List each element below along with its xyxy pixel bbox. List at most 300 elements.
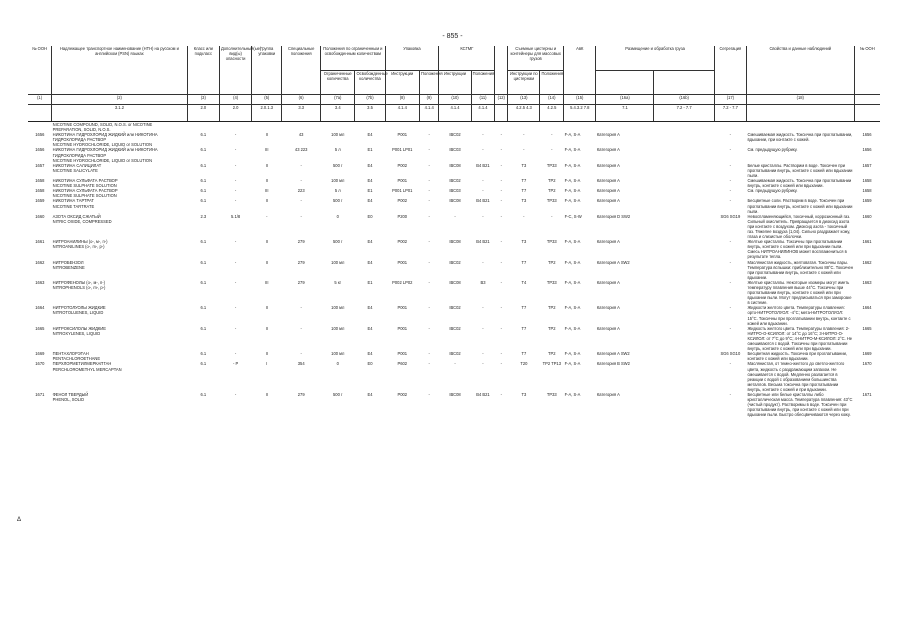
row-ibc-prov: B4 B21 xyxy=(476,198,490,204)
row-pack-instr: P200 xyxy=(397,213,408,219)
table-row xyxy=(28,198,880,213)
row-eq: E4 xyxy=(367,325,373,331)
column-number-1: (2) xyxy=(52,95,188,105)
row-handling xyxy=(654,361,714,392)
row-col12: - xyxy=(500,188,502,194)
table-row xyxy=(28,239,880,259)
row-pack-instr: P002 xyxy=(397,198,408,204)
row-ems: F-C, S-W xyxy=(564,213,582,219)
row-class: 6.1 xyxy=(200,147,207,153)
row-properties: Бесцветные или белые кристаллы либо кристаллическая масса. Температура плавления: 43°C (чистый продукт). Растворимы в воде. Токсичен при проглатывании внутрь, при контакте с кожей или при вдыхании пыли. Быстро обесцвечиваются через кожу. xyxy=(747,391,853,418)
row-subsidiary: - xyxy=(234,178,237,184)
row-ems: F-A, S-A xyxy=(564,325,581,331)
row-tank-instr: - xyxy=(523,132,525,138)
row-subsidiary: - xyxy=(234,188,237,194)
row-pack-prov: - xyxy=(428,361,430,367)
column-number-16: (16a) xyxy=(596,95,654,105)
row-stowage: Категория A xyxy=(596,147,620,153)
row-un: 1656 xyxy=(35,132,45,138)
row-lq: 0 xyxy=(336,361,339,367)
row-eq: E4 xyxy=(367,162,373,168)
row-tank-prov: TP2 xyxy=(548,259,556,265)
row-eq: E4 xyxy=(367,198,373,204)
row-tank-prov: TP33 xyxy=(546,279,557,285)
table-row xyxy=(28,392,880,417)
page-number: - 855 - xyxy=(442,33,463,40)
row-stowage: Категория A SW2 xyxy=(596,351,630,357)
row-class: 6.1 xyxy=(200,132,207,138)
row-ibc-instr: - xyxy=(454,213,456,219)
column-number-10: (10) xyxy=(439,95,471,105)
row-un: 1661 xyxy=(35,239,45,245)
row-sp: - xyxy=(300,325,302,331)
row-ibc-instr: IBC03 xyxy=(449,188,461,194)
column-number-3: (4) xyxy=(219,95,251,105)
row-col12: - xyxy=(500,132,502,138)
row-ibc-instr: - xyxy=(454,361,456,367)
row-un-right: 1661 xyxy=(862,239,872,245)
column-number-15: (15) xyxy=(564,95,596,105)
row-name-ru: НИТРОТОЛУОЛЫ ЖИДКИЕ xyxy=(52,305,106,311)
row-un: 1664 xyxy=(35,305,45,311)
row-name xyxy=(52,305,188,325)
row-un-right: 1665 xyxy=(862,325,872,331)
row-un-right: 1658 xyxy=(862,188,872,194)
row-name-en: NICOTINE SALICYLATE xyxy=(52,167,98,173)
row-subsidiary: - xyxy=(234,279,237,285)
column-number-17: (16b) xyxy=(654,95,714,105)
row-ibc-prov: - xyxy=(482,351,484,357)
row-col12: - xyxy=(500,147,502,153)
row-class: 6.1 xyxy=(200,351,207,357)
row-subsidiary: - xyxy=(234,132,237,138)
row-tank-instr: T7 xyxy=(521,325,527,331)
column-number-9: (9) xyxy=(420,95,439,105)
column-reference-3: 2.0 xyxy=(219,105,251,122)
row-sp: - xyxy=(300,305,302,311)
row-subsidiary: - xyxy=(234,391,237,397)
row-lq: 100 мл xyxy=(331,325,345,331)
row-un: 1658 xyxy=(35,188,45,194)
row-subsidiary: - xyxy=(234,325,237,331)
column-number-row xyxy=(28,95,880,105)
row-subsidiary: - xyxy=(234,147,237,153)
row-pg: II xyxy=(265,162,268,168)
header-ibc-prov: Положения xyxy=(471,71,495,95)
row-col12: - xyxy=(500,259,502,265)
row-stowage: Категория A xyxy=(596,178,620,184)
row-ibc-instr: IBC02 xyxy=(449,351,461,357)
row-segregation: SG6 SG10 xyxy=(720,351,741,357)
row-segregation: - xyxy=(729,279,732,285)
row-subsidiary: - xyxy=(234,162,237,168)
row-sp: - xyxy=(300,213,302,219)
row-properties: Бесцветная жидкость. Токсична при проглатывании, контакте с кожей или вдыхании. xyxy=(747,351,848,362)
row-class: 6.1 xyxy=(200,188,207,194)
row-un: 1669 xyxy=(35,351,45,357)
row-pg: II xyxy=(265,239,268,245)
row-sp: 279 xyxy=(297,259,305,265)
row-un-right: 1664 xyxy=(862,305,872,311)
row-ems: F-A, S-A xyxy=(564,198,581,204)
row-tank-prov: TP2 xyxy=(548,325,556,331)
row-tank-instr: T3 xyxy=(521,162,527,168)
column-number-5: (6) xyxy=(282,95,321,105)
row-subsidiary: - xyxy=(234,259,237,265)
row-properties: Жидкость желтого цвета. Температуры плавления: 2-НИТРО-О-КСИЛОЛ: от 14°C до 16°C; 3-НИТРО-О-КСИЛОЛ: от 7°C до 9°C; 4-НИТРО-М-КСИЛОЛ: 2°C. Не смешиваются с водой. Токсичны при проглатывании внутрь, контакте с кожей или при вдыхании. xyxy=(747,325,853,352)
row-pg: II xyxy=(265,259,268,265)
row-properties: Желтые кристаллы. Токсичны при проглатывании внутрь, контакте с кожей или при вдыхании пыли. Смесь НИТРОАНИЛИНОВ может воспламениться в результате тепла. xyxy=(747,239,847,260)
row-segregation: - xyxy=(729,178,732,184)
row-handling xyxy=(654,132,714,147)
row-ibc-instr: IBC03 xyxy=(449,147,461,153)
row-name-ru: НИКОТИНА САЛИЦИЛАТ xyxy=(52,162,102,168)
row-ems: F-A, S-A xyxy=(564,239,581,245)
row-tank-prov: - xyxy=(551,147,553,153)
row-stowage: Категория A xyxy=(596,391,620,397)
row-pack-prov: - xyxy=(428,178,430,184)
column-number-13: (13) xyxy=(508,95,540,105)
header-properties: Свойства и данные наблюдений xyxy=(746,46,854,95)
row-pack-instr: P602 xyxy=(397,361,408,367)
row-tank-prov: TP2 TP13 xyxy=(542,361,561,367)
row-ibc-prov: - xyxy=(482,188,484,194)
row-name xyxy=(52,198,188,213)
table-row xyxy=(28,260,880,280)
row-eq: E1 xyxy=(367,188,373,194)
row-eq: E0 xyxy=(367,361,373,367)
column-reference-14: 4.2.5 xyxy=(540,105,564,122)
column-number-19: (18) xyxy=(746,95,854,105)
row-ibc-prov: - xyxy=(482,132,484,138)
row-tank-instr: T7 xyxy=(521,188,527,194)
row-un: 1665 xyxy=(35,325,45,331)
row-name-en: NICOTINE SULPHATE SOLUTION xyxy=(52,183,117,189)
header-packing: Упаковка xyxy=(385,46,439,71)
row-pg: II xyxy=(265,325,268,331)
column-number-11: (11) xyxy=(471,95,495,105)
row-properties: Бесцветные соли. Растворим в воде. Токсичен при проглатывании внутрь, контакте с кожей или вдыхании пыли. xyxy=(747,198,853,214)
row-un-right: 1662 xyxy=(862,259,872,265)
row-ibc-prov: B4 B21 xyxy=(476,162,490,168)
row-tank-prov: TP33 xyxy=(546,162,557,168)
row-pg: II xyxy=(265,198,268,204)
table-row xyxy=(28,326,880,351)
row-segregation: - xyxy=(729,259,732,265)
row-properties: Маслянистая, от темно-желтого до светло-желтого цвета, жидкость с раздражающим запахом. Не смешивается с водой. Медленно разлагается в реакции с водой с образованием большинства металлов. Весьма токсична при проглатывании внутрь, контакте с кожей и при вдыхании. xyxy=(747,361,845,392)
row-un-right: 1669 xyxy=(862,351,872,357)
row-eq: E4 xyxy=(367,351,373,357)
row-un-right: 1660 xyxy=(862,213,872,219)
row-eq: E0 xyxy=(367,213,373,219)
column-number-7: (7b) xyxy=(355,95,385,105)
row-sp: - xyxy=(300,198,302,204)
column-reference-1: 3.1.2 xyxy=(52,105,188,122)
row-name xyxy=(52,260,188,280)
header-sp: Специальные положения xyxy=(282,46,321,95)
row-ibc-prov: - xyxy=(482,147,484,153)
row-handling xyxy=(654,178,714,188)
column-reference-4: 2.0.1.3 xyxy=(252,105,282,122)
row-lq: 5 л xyxy=(334,147,341,153)
header-lq: Ограниченные количества xyxy=(321,71,355,95)
row-ibc-prov: - xyxy=(482,305,484,311)
row-tank-prov: TP33 xyxy=(546,198,557,204)
column-reference-9: 4.1.4 xyxy=(420,105,439,122)
row-tank-prov: TP2 xyxy=(548,351,556,357)
row-ibc-instr: IBC02 xyxy=(449,325,461,331)
row-segregation: - xyxy=(729,391,732,397)
row-sp: 223 xyxy=(297,188,305,194)
header-stow-a xyxy=(596,71,654,95)
row-stowage: Категория A xyxy=(596,279,620,285)
column-reference-2: 2.0 xyxy=(187,105,219,122)
row-sp: 279 xyxy=(297,279,305,285)
column-reference-7: 3.5 xyxy=(355,105,385,122)
row-pack-instr: P001 xyxy=(397,351,408,357)
row-subsidiary: - xyxy=(234,351,237,357)
row-name xyxy=(52,361,188,392)
row-handling xyxy=(654,214,714,239)
row-pack-prov: - xyxy=(428,132,430,138)
row-subsidiary: 5.1/8 xyxy=(231,213,241,219)
row-col12: - xyxy=(500,239,502,245)
row-name-ru: НИКОТИНА ГИДРОХЛОРИД ЖИДКИЙ или НИКОТИНА ГИДРОХЛОРИДА РАСТВОР xyxy=(52,147,158,158)
row-name-en: NITROTOLUENES, LIQUID xyxy=(52,310,104,316)
row-class: 6.1 xyxy=(200,162,207,168)
row-pack-instr: P002 LP02 xyxy=(392,279,413,285)
row-pg: II xyxy=(265,132,268,138)
row-name xyxy=(52,163,188,178)
row-lq: 100 мл xyxy=(331,259,345,265)
row-pack-instr: P001 xyxy=(397,325,408,331)
row-un: 1657 xyxy=(35,162,45,168)
row-tank-prov: TP33 xyxy=(546,391,557,397)
row-tank-instr: T3 xyxy=(521,391,527,397)
row-ibc-instr: IBC08 xyxy=(449,391,461,397)
row-subsidiary: - xyxy=(234,239,237,245)
row-pack-prov: - xyxy=(428,259,430,265)
row-pack-prov: - xyxy=(428,279,430,285)
row-name xyxy=(52,351,188,361)
row-ibc-prov: B4 B21 xyxy=(476,391,490,397)
row-name xyxy=(52,178,188,188)
row-pack-prov: - xyxy=(428,213,430,219)
row-pg: III xyxy=(265,147,269,153)
header-class: Класс или подкласс xyxy=(187,46,219,95)
row-stowage: Категория A xyxy=(596,198,620,204)
row-lq: 100 мл xyxy=(331,132,345,138)
column-number-8: (8) xyxy=(385,95,419,105)
row-sp: 279 xyxy=(297,239,305,245)
row-handling xyxy=(654,198,714,213)
row-un-right: 1657 xyxy=(862,162,872,168)
row-pack-prov: - xyxy=(428,162,430,168)
row-pack-instr: P001 xyxy=(397,259,408,265)
row-ibc-instr: IBC08 xyxy=(449,198,461,204)
row-un: 1658 xyxy=(35,178,45,184)
row-pg: III xyxy=(265,279,269,285)
row-class: 2.3 xyxy=(200,213,207,219)
row-subsidiary: - xyxy=(234,305,237,311)
row-handling xyxy=(654,260,714,280)
row-properties: См. предыдущую рубрику. xyxy=(747,147,798,153)
row-un: 1662 xyxy=(35,259,45,265)
row-stowage: Категория B SW2 xyxy=(596,361,630,367)
row-ibc-prov: B3 xyxy=(480,279,486,285)
column-reference-5: 3.3 xyxy=(282,105,321,122)
row-segregation: SG6 SG19 xyxy=(720,213,741,219)
row-un-right: 1671 xyxy=(862,391,872,397)
row-pack-prov: - xyxy=(428,391,430,397)
row-col12: - xyxy=(500,361,502,367)
row-class: 6.1 xyxy=(200,305,207,311)
row-ibc-prov: - xyxy=(482,361,484,367)
row-sp: - xyxy=(300,178,302,184)
row-name-en: NICOTINE SULPHATE SOLUTION xyxy=(52,193,117,199)
row-name xyxy=(52,188,188,198)
row-subsidiary: - xyxy=(234,198,237,204)
row-pack-prov: - xyxy=(428,325,430,331)
column-reference-18: 7.2 - 7.7 xyxy=(714,105,746,122)
table-row xyxy=(28,351,880,361)
row-tank-instr: T3 xyxy=(521,198,527,204)
row-ibc-prov: - xyxy=(482,213,484,219)
row-name-en: NICOTINE HYDROCHLORIDE, LIQUID or SOLUTION xyxy=(52,142,153,148)
row-name-en: PENTACHLOROETHANE xyxy=(52,356,101,362)
row-class: 6.1 xyxy=(200,259,207,265)
row-ems: F-A, S-A xyxy=(564,259,581,265)
row-un: 1659 xyxy=(35,198,45,204)
header-tanks: Съемные цистерны и контейнеры для массовых грузов xyxy=(508,46,564,71)
row-pack-prov: - xyxy=(428,239,430,245)
row-name-en: PERCHLOROMETHYL MERCAPTAN xyxy=(52,366,122,372)
row-handling xyxy=(654,280,714,305)
row-class: 6.1 xyxy=(200,178,207,184)
row-lq: 100 мл xyxy=(331,178,345,184)
row-ems: F-A, S-A xyxy=(564,188,581,194)
prefix-row xyxy=(28,122,880,133)
dangerous-goods-table xyxy=(28,46,880,417)
row-ibc-instr: IBC08 xyxy=(449,162,461,168)
column-number-0: (1) xyxy=(28,95,52,105)
row-ibc-prov: - xyxy=(482,178,484,184)
row-ibc-instr: IBC02 xyxy=(449,178,461,184)
row-name-ru: НИКОТИНА СУЛЬФАТА РАСТВОР xyxy=(52,178,118,184)
row-col12: - xyxy=(500,198,502,204)
row-name-en: NICOTINE TARTRATE xyxy=(52,203,95,209)
row-tank-instr: T20 xyxy=(520,361,528,367)
row-ems: F-A, S-A xyxy=(564,351,581,357)
row-un: 1670 xyxy=(35,361,45,367)
row-ibc-instr: IBC08 xyxy=(449,279,461,285)
row-ems: F-A, S-A xyxy=(564,132,581,138)
row-pack-instr: P001 LP01 xyxy=(392,188,413,194)
row-subsidiary: - P xyxy=(232,361,239,367)
row-ibc-instr: IBC02 xyxy=(449,259,461,265)
column-reference-0 xyxy=(28,105,52,122)
row-eq: E4 xyxy=(367,391,373,397)
header-segregation: Сегрегация xyxy=(714,46,746,95)
row-eq: E1 xyxy=(367,279,373,285)
row-pack-instr: P001 xyxy=(397,178,408,184)
row-name-en: PHENOL, SOLID xyxy=(52,397,85,403)
row-name xyxy=(52,239,188,259)
column-reference-20 xyxy=(854,105,880,122)
row-eq: E4 xyxy=(367,178,373,184)
row-name-ru: АЗОТА ОКСИД СЖАТЫЙ xyxy=(52,213,101,219)
header-stowage: Размещение и обработка груза xyxy=(596,46,714,71)
column-number-2: (3) xyxy=(187,95,219,105)
row-pack-prov: - xyxy=(428,188,430,194)
row-col12: - xyxy=(500,305,502,311)
row-tank-instr: - xyxy=(523,213,525,219)
row-segregation: - xyxy=(729,239,732,245)
row-lq: 100 мл xyxy=(331,351,345,357)
row-sp: 43 xyxy=(298,132,304,138)
row-un: 1660 xyxy=(35,213,45,219)
row-pg: II xyxy=(265,178,268,184)
row-tank-instr: T3 xyxy=(521,239,527,245)
row-tank-prov: - xyxy=(551,213,553,219)
row-sp: 279 xyxy=(297,391,305,397)
row-tank-instr: T7 xyxy=(521,305,527,311)
row-name xyxy=(52,214,188,239)
column-number-4: (5) xyxy=(252,95,282,105)
column-reference-6: 3.4 xyxy=(321,105,355,122)
row-pg: II xyxy=(265,305,268,311)
row-lq: 500 г xyxy=(333,198,343,204)
row-un-right: 1658 xyxy=(862,178,872,184)
header-ems: АвК xyxy=(564,46,596,95)
row-name-en: NITRIC OXIDE, COMPRESSED xyxy=(52,218,112,224)
row-handling xyxy=(654,305,714,325)
row-properties: Невоспламеняющийся, токсичный, коррозионный газ. Сильный окислитель. Превращается в диоксид азота при контакте с воздухом. Диоксид азота - токсичный газ. Тяжелее воздуха (1,04). Сильно раздражает кожу, глаза и слизистые оболочки. xyxy=(747,213,851,240)
row-segregation: - xyxy=(729,305,732,311)
row-sp: 43 223 xyxy=(294,147,308,153)
row-sp: 354 xyxy=(297,361,305,367)
row-handling xyxy=(654,239,714,259)
row-class: 6.1 xyxy=(200,239,207,245)
table-row xyxy=(28,178,880,188)
row-un-right: 1663 xyxy=(862,279,872,285)
row-col12: - xyxy=(500,279,502,285)
row-sp: - xyxy=(300,162,302,168)
row-un: 1663 xyxy=(35,279,45,285)
row-pg: II xyxy=(265,391,268,397)
row-stowage: Категория A xyxy=(596,325,620,331)
row-name-ru: ПЕРХЛОРМЕТИЛМЕРКАПТАН xyxy=(52,361,112,367)
row-tank-instr: - xyxy=(523,147,525,153)
row-properties: Желтые кристаллы. Некоторые изомеры могут иметь температуру плавления выше 44°C. Токсичны при проглатывании внутрь, контакте с кожей или при вдыхании пыли. Могут предписываться при заморозке в системе. xyxy=(747,279,852,306)
column-reference-17: 7.2 - 7.7 xyxy=(654,105,714,122)
table-row xyxy=(28,280,880,305)
header-eq: Освобожденные количества xyxy=(355,71,385,95)
row-properties: Смешиваемая жидкость. Токсична при проглатывании, вдыхании, при контакте с кожей. xyxy=(747,132,853,143)
column-reference-19 xyxy=(746,105,854,122)
revision-mark: Δ xyxy=(17,517,22,523)
row-lq: 500 г xyxy=(333,162,343,168)
row-handling xyxy=(654,147,714,162)
row-un-right: 1659 xyxy=(862,198,872,204)
row-tank-prov: - xyxy=(551,132,553,138)
column-reference-10: 4.1.4 xyxy=(439,105,471,122)
row-ibc-instr: IBC02 xyxy=(449,132,461,138)
column-reference-16: 7.1 xyxy=(596,105,654,122)
header-pg: Группа упаковки xyxy=(252,46,282,95)
header-subsidiary: Дополнительный(ые) вид(ы) опасности xyxy=(219,46,251,95)
row-pg: II xyxy=(265,351,268,357)
